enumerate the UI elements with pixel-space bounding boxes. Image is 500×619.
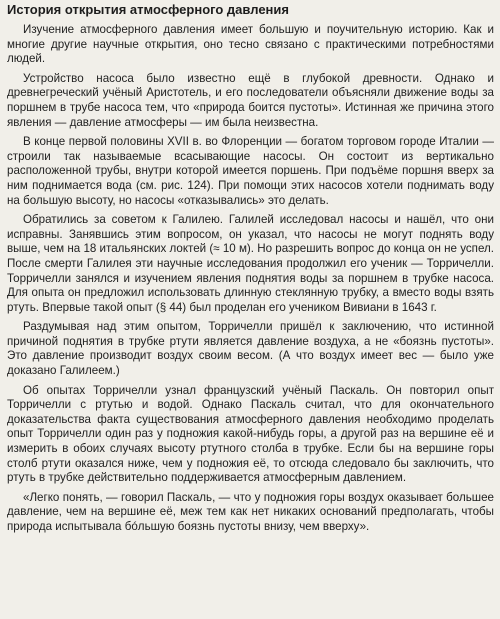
paragraph-pump-history: Устройство насоса было известно ещё в глубокой древности. Однако и древнегреческий учёный Аристотель, и его последователи объясняли движение воды за поршнем в трубе насоса тем, что «природа боится пустоты». Истинная же причина этого явления — давление атмосферы — им была неизвестна. xyxy=(7,71,494,129)
paragraph-florence-pumps: В конце первой половины XVII в. во Флоренции — богатом торговом городе Италии — строили так называемые всасывающие насосы. Он состоит из вертикально расположенной трубы, внутри которой имеется поршень. При подъёме поршня вверх за ним поднимается вода (см. рис. 124). При помощи этих насосов хотели поднимать воду на большую высоту, но насосы «отказывались» это делать. xyxy=(7,135,494,207)
paragraph-torricelli-conclusion: Раздумывая над этим опытом, Торричелли пришёл к заключению, что истинной причиной поднятия в трубке ртути является давление воздуха, а не «боязнь пустоты». Это давление производит воздух своим весом. (А что воздух имеет вес — было уже доказано Галилеем.) xyxy=(7,320,494,378)
paragraph-pascal-quote: «Легко понять, — говорил Паскаль, — что у подножия горы воздух оказывает большее давление, чем на вершине её, меж тем как нет никаких оснований предполагать, чтобы природа испытывала бóльшую боязнь пустоты внизу, чем вверху». xyxy=(7,490,494,533)
paragraph-intro: Изучение атмосферного давления имеет большую и поучительную историю. Как и многие другие научные открытия, оно тесно связано с практическими потребностями людей. xyxy=(7,23,494,66)
paragraph-galileo-torricelli: Обратились за советом к Галилею. Галилей исследовал насосы и нашёл, что они исправны. Занявшись этим вопросом, он указал, что насосы не могут поднять воду выше, чем на 18 итальянских локтей (≈ 10 м). Но разрешить вопрос до конца он не успел. После смерти Галилея эти научные исследования продолжил его ученик — Торричелли. Торричелли занялся и изучением явления поднятия воды за поршнем в трубке насоса. Для опыта он предложил использовать длинную стеклянную трубку, а вместо воды взять ртуть. Впервые такой опыт (§ 44) был проделан его учеником Вивиани в 1643 г. xyxy=(7,213,494,314)
page-title: История открытия атмосферного давления xyxy=(7,2,289,17)
paragraph-pascal-experiment: Об опытах Торричелли узнал французский учёный Паскаль. Он повторил опыт Торричелли с ртутью и водой. Однако Паскаль считал, что для окончательного доказательства факта существования атмосферного давления необходимо проделать опыт Торричелли один раз у подножия какой-нибудь горы, а другой раз на вершине её и измерить в обоих случаях высоту ртутного столба в трубке. Если бы на вершине горы столб ртути оказался ниже, чем у подножия её, то отсюда следовало бы заключить, что ртуть в трубке действительно поддерживается атмосферным давлением. xyxy=(7,383,494,485)
